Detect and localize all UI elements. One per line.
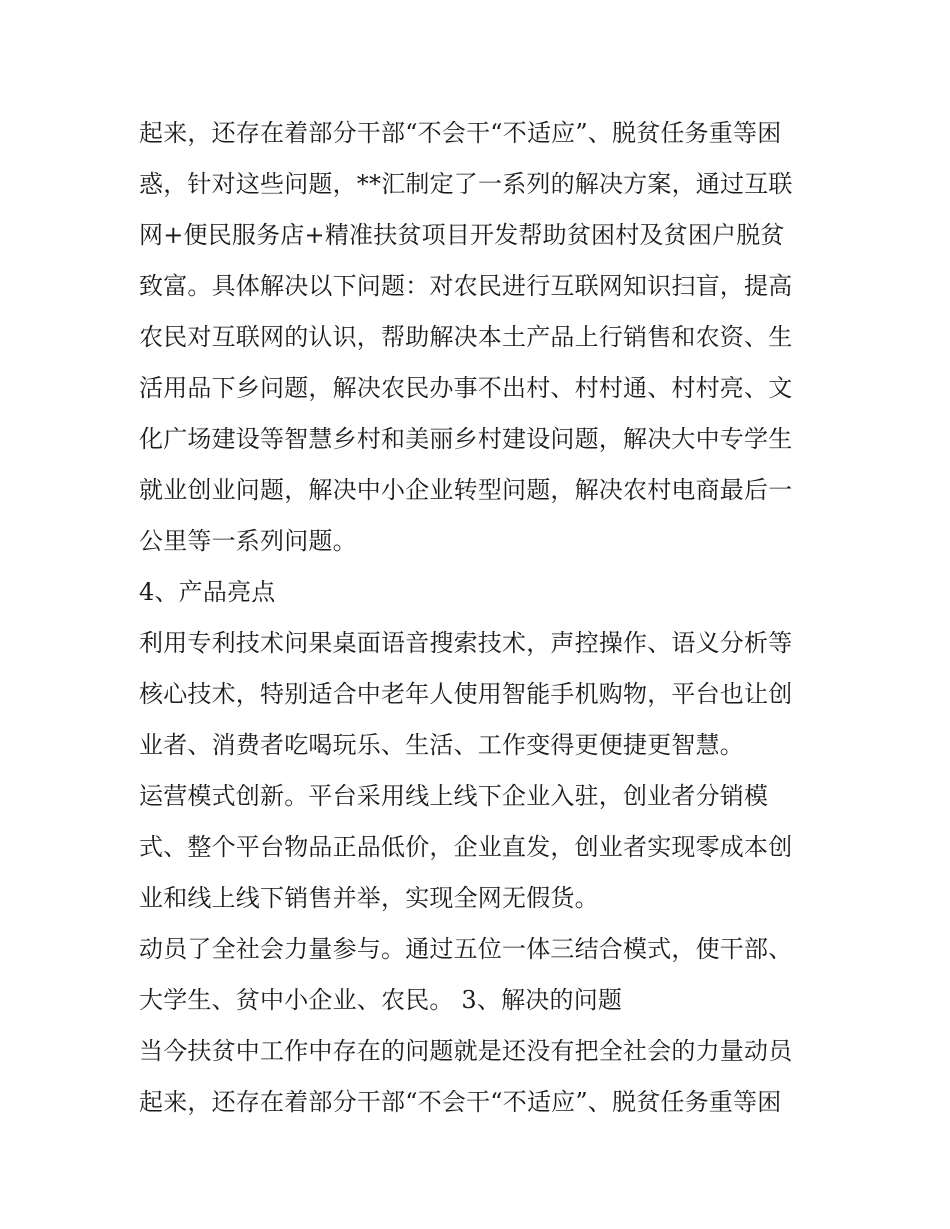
text-line: 农民对互联网的认识，帮助解决本土产品上行销售和农资、生 xyxy=(139,323,793,351)
document-page xyxy=(139,108,815,1128)
text-line: 起来，还存在着部分干部“不会干“不适应”、脱贫任务重等困 xyxy=(139,119,782,147)
text-line: 化广场建设等智慧乡村和美丽乡村建设问题，解决大中专学生 xyxy=(139,425,793,453)
text-line: 就业创业问题，解决中小企业转型问题，解决农村电商最后一 xyxy=(139,476,793,504)
text-line: 惑，针对这些问题，**汇制定了一系列的解决方案，通过互联 xyxy=(139,170,793,198)
text-line: 式、整个平台物品正品低价，企业直发，创业者实现零成本创 xyxy=(139,833,793,861)
text-line: 利用专利技术问果桌面语音搜索技术，声控操作、语义分析等 xyxy=(139,629,793,657)
text-line: 动员了全社会力量参与。通过五位一体三结合模式，使干部、 xyxy=(139,935,793,963)
text-line: 致富。具体解决以下问题：对农民进行互联网知识扫盲，提高 xyxy=(139,272,793,300)
text-line: 当今扶贫中工作中存在的问题就是还没有把全社会的力量动员 xyxy=(139,1037,793,1065)
text-line: 网+便民服务店+精准扶贫项目开发帮助贫困村及贫困户脱贫 xyxy=(139,221,785,249)
text-line: 大学生、贫中小企业、农民。 3、解决的问题 xyxy=(139,986,623,1014)
text-line: 运营模式创新。平台采用线上线下企业入驻，创业者分销模 xyxy=(139,782,769,810)
text-line: 活用品下乡问题，解决农民办事不出村、村村通、村村亮、文 xyxy=(139,374,793,402)
text-line: 公里等一系列问题。 xyxy=(139,527,357,555)
text-line: 起来，还存在着部分干部“不会干“不适应”、脱贫任务重等困 xyxy=(139,1088,782,1116)
text-line: 业者、消费者吃喝玩乐、生活、工作变得更便捷更智慧。 xyxy=(139,731,744,759)
text-line: 核心技术，特别适合中老年人使用智能手机购物，平台也让创 xyxy=(139,680,793,708)
section-heading: 4、产品亮点 xyxy=(139,578,276,606)
text-line: 业和线上线下销售并举，实现全网无假货。 xyxy=(139,884,599,912)
